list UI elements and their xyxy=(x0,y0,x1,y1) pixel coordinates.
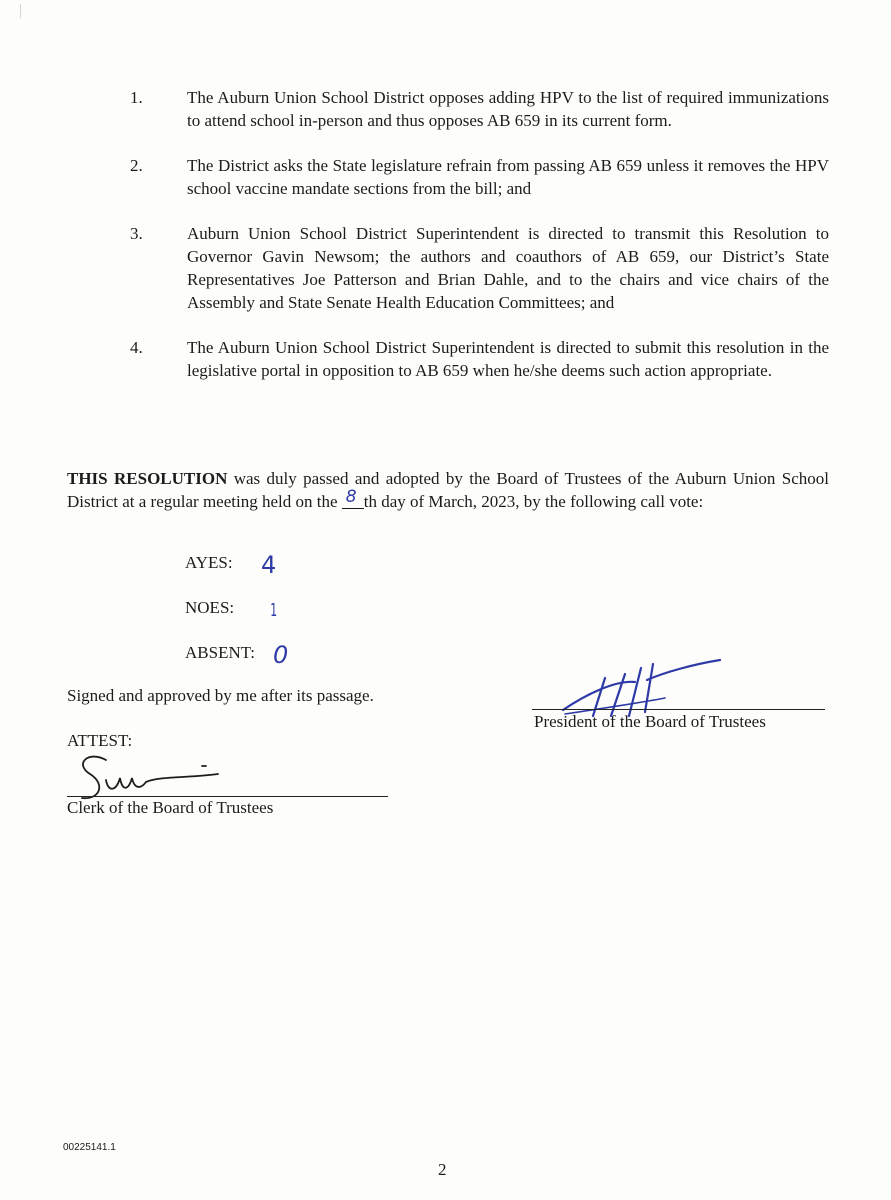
noes-label: NOES: xyxy=(185,598,235,617)
signed-text: Signed and approved by me after its passage. xyxy=(67,686,374,705)
ayes-row xyxy=(185,551,277,579)
ayes-label: AYES: xyxy=(185,553,233,572)
item-text: Auburn Union School District Superintendent is directed to transmit this Resolution to Governor Gavin Newsom; the authors and coauthors of AB 659, our District’s State Representatives Joe Patterson and Brian Dahle, and to the chairs and vice chairs of the Assembly and State Senate Health Education Committees; and xyxy=(187,224,829,312)
resolution-statement xyxy=(67,467,829,513)
list-item xyxy=(0,336,891,382)
item-number: 2. xyxy=(130,156,143,175)
absent-row xyxy=(185,641,289,669)
list-item xyxy=(0,222,891,314)
resolution-text-after-day: th day of March, 2023, by the following call vote: xyxy=(363,492,704,511)
document-id: 00225141.1 xyxy=(63,1142,116,1153)
day-blank xyxy=(342,487,364,509)
clerk-label: Clerk of the Board of Trustees xyxy=(67,798,274,817)
president-signature-line xyxy=(532,709,825,710)
list-item xyxy=(0,154,891,200)
item-text: The Auburn Union School District Superintendent is directed to submit this resolution in the legislative portal in opposition to AB 659 when he/she deems such action appropriate. xyxy=(187,338,829,380)
scan-speck xyxy=(20,4,21,18)
resolution-text-before-day: was duly passed and adopted by the Board of Trustees of the Auburn Union School District at a regular meeting held on the xyxy=(67,469,829,511)
item-number: 3. xyxy=(130,224,143,243)
clerk-signature-line xyxy=(67,796,388,797)
handwritten-day: 8 xyxy=(345,487,357,507)
item-text: The Auburn Union School District opposes adding HPV to the list of required immunizations to attend school in-person and thus opposes AB 659 in its current form. xyxy=(187,88,829,130)
noes-row xyxy=(185,598,278,621)
page-number: 2 xyxy=(438,1160,447,1179)
resolution-items xyxy=(0,86,891,382)
ayes-value: 4 xyxy=(261,551,277,579)
noes-value: 1 xyxy=(270,600,278,621)
item-text: The District asks the State legislature refrain from passing AB 659 unless it removes the HPV school vaccine mandate sections from the bill; and xyxy=(187,156,829,198)
item-number: 1. xyxy=(130,88,143,107)
resolution-lead: THIS RESOLUTION xyxy=(67,469,228,488)
absent-value: 0 xyxy=(273,641,289,669)
attest-label: ATTEST: xyxy=(67,731,133,750)
item-number: 4. xyxy=(130,338,143,357)
absent-label: ABSENT: xyxy=(185,643,255,662)
list-item xyxy=(0,86,891,132)
president-label: President of the Board of Trustees xyxy=(534,712,766,731)
